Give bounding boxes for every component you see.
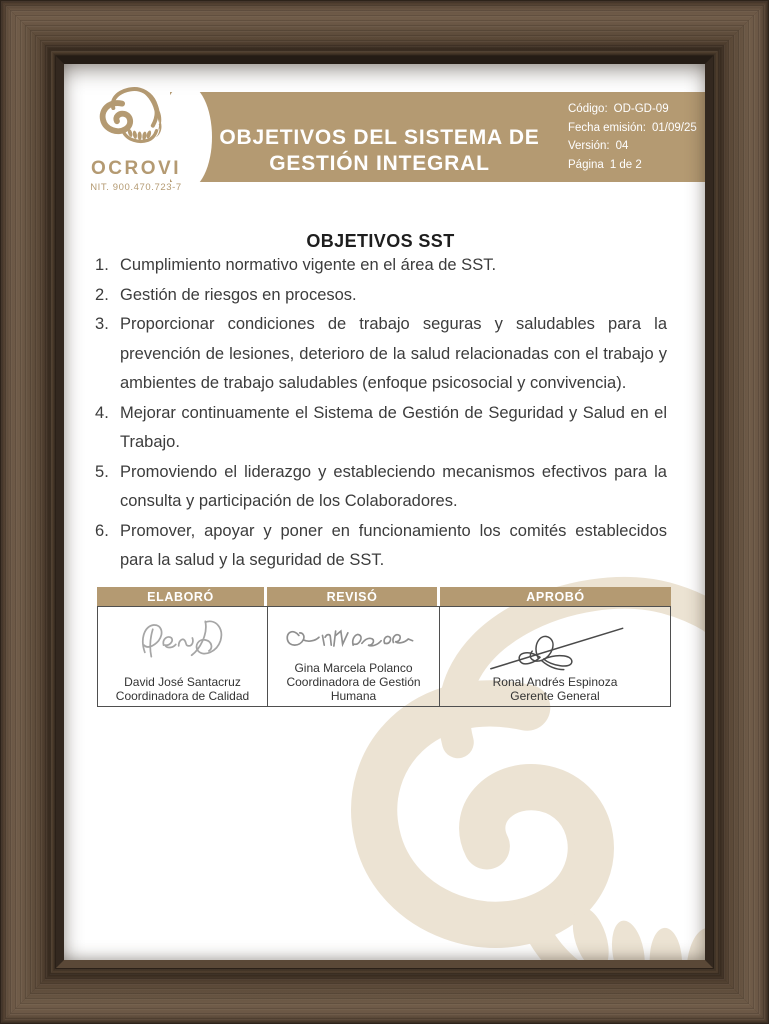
signature-ronal-image	[479, 616, 631, 674]
brand-name: OCROVI	[91, 158, 181, 179]
signer-role: Coordinadora de Calidad	[115, 689, 250, 703]
frame-left-rail	[0, 0, 56, 1024]
objective-item-1: Cumplimiento normativo vigente en el área de SST.	[120, 256, 497, 274]
column-header-elaboro: ELABORÓ	[97, 587, 264, 606]
meta-fecha-emision: Fecha emisión: 01/09/25	[568, 121, 697, 134]
frame-right-rail	[713, 0, 769, 1024]
signer-name: David José Santacruz	[124, 675, 241, 689]
section-title: OBJETIVOS SST	[306, 230, 455, 251]
column-header-aprobo: APROBÓ	[440, 587, 671, 606]
document-title-line1: OBJETIVOS DEL SISTEMA DE	[219, 126, 540, 150]
signer-name: Gina Marcela Polanco	[294, 661, 413, 675]
signer-role: Gerente General	[510, 689, 600, 703]
frame-inner-bevel	[56, 56, 713, 968]
meta-version: Versión: 04	[568, 140, 629, 152]
column-header-reviso: REVISÓ	[267, 587, 437, 606]
signature-table	[97, 587, 671, 707]
document-title-line2: GESTIÓN INTEGRAL	[269, 152, 490, 176]
company-nit: NIT. 900.470.723-7	[90, 182, 182, 193]
objective-item-6: Promover, apoyar y poner en funcionamiento los comités establecidos para la salud y la seguridad de SST.	[120, 521, 667, 569]
objective-item-5: Promoviendo el liderazgo y estableciendo mecanismos efectivos para la consulta y participación de los Colaboradores.	[120, 462, 667, 510]
document-title	[207, 125, 552, 177]
signer-role: Coordinadora de Gestión Humana	[286, 675, 421, 703]
signature-cell-aprobo	[439, 607, 670, 706]
signature-cell-elaboro	[98, 607, 267, 706]
chef-hat-icon	[95, 86, 177, 152]
header-band	[170, 92, 705, 182]
objective-item-2: Gestión de riesgos en procesos.	[120, 285, 357, 304]
signature-cell-reviso	[267, 607, 439, 706]
meta-pagina: Página 1 de 2	[568, 158, 642, 171]
signature-david-image	[129, 612, 237, 674]
frame-bottom-rail	[0, 968, 769, 1024]
signature-table-row	[97, 606, 671, 707]
signature-table-header	[97, 587, 671, 606]
signer-name: Ronal Andrés Espinoza	[492, 675, 618, 689]
objectives-list	[95, 251, 667, 576]
document-page	[64, 64, 705, 960]
objective-item-3: Proporcionar condiciones de trabajo seguras y saludables para la prevención de lesiones, deterioro de la salud relacionadas con el trabajo y ambientes de trabajo saludables (enfoque psicosocial y convivencia).	[120, 315, 667, 392]
company-logo	[72, 86, 200, 193]
meta-codigo: Código: OD-GD-09	[568, 103, 669, 115]
signature-gina-image	[278, 618, 430, 660]
objective-item-4: Mejorar continuamente el Sistema de Gestión de Seguridad y Salud en el Trabajo.	[120, 403, 667, 451]
frame-top-rail	[0, 0, 769, 56]
document-meta	[568, 100, 697, 174]
